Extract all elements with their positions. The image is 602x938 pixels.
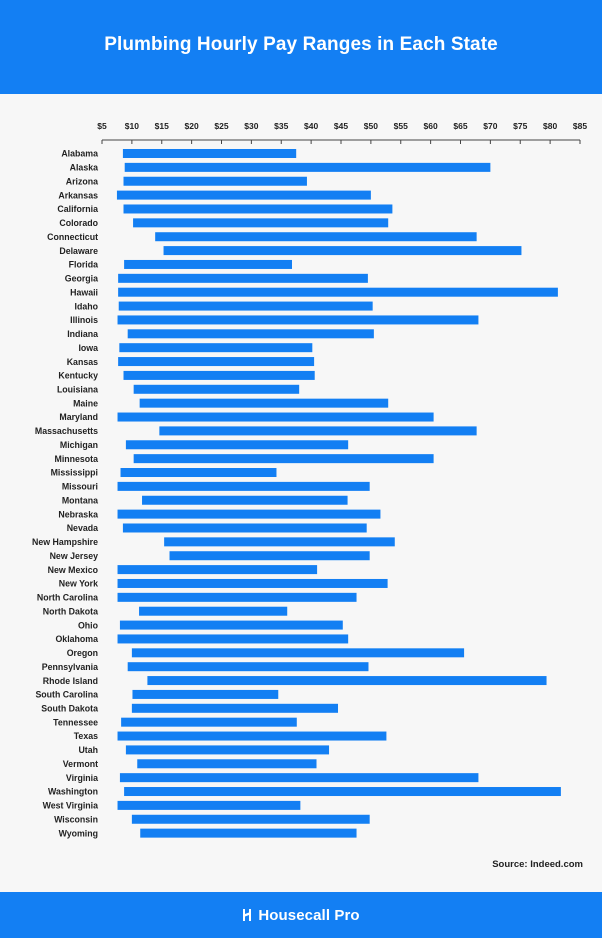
state-label: Wyoming	[58, 828, 98, 839]
pay-range-bar	[118, 579, 388, 588]
state-label: Vermont	[62, 758, 98, 769]
pay-range-bar	[134, 385, 300, 394]
pay-range-bar	[121, 718, 297, 727]
pay-range-bar	[124, 371, 315, 380]
x-tick-label: $80	[543, 121, 558, 131]
source-note: Source: Indeed.com	[492, 859, 583, 870]
pay-range-bar	[117, 191, 371, 200]
state-label: Missouri	[61, 481, 98, 492]
pay-range-bar	[132, 648, 464, 657]
state-label: South Carolina	[35, 689, 98, 700]
pay-range-bar	[125, 163, 491, 172]
state-label: New York	[58, 578, 98, 589]
pay-range-bar	[133, 218, 388, 227]
pay-range-bar	[118, 413, 434, 422]
state-label: Idaho	[74, 301, 98, 312]
x-tick-label: $45	[333, 121, 349, 131]
state-label: Michigan	[59, 439, 98, 450]
pay-range-bar	[124, 260, 292, 269]
pay-range-bar	[164, 537, 395, 546]
pay-range-bar	[118, 510, 381, 519]
state-label: Utah	[78, 745, 98, 756]
x-tick-label: $30	[244, 121, 259, 131]
state-label: Illinois	[70, 315, 98, 326]
pay-range-bar	[118, 315, 479, 324]
pay-range-bar	[118, 593, 357, 602]
pay-range-bar	[118, 732, 387, 741]
x-tick-label: $50	[363, 121, 378, 131]
state-label: Washington	[47, 786, 98, 797]
state-label: Indiana	[67, 329, 98, 340]
state-label: Maine	[73, 398, 98, 409]
x-tick-label: $40	[304, 121, 319, 131]
pay-range-bar	[137, 759, 316, 768]
state-label: Nevada	[66, 523, 98, 534]
pay-range-bar	[123, 149, 296, 158]
pay-range-bar	[118, 274, 368, 283]
pay-range-bar	[120, 773, 479, 782]
pay-range-bar	[118, 634, 349, 643]
state-label: Virginia	[65, 772, 98, 783]
pay-range-bar	[147, 676, 546, 685]
state-label: Rhode Island	[42, 675, 98, 686]
pay-range-bar	[140, 399, 389, 408]
pay-range-bar	[123, 523, 367, 532]
pay-range-bar	[119, 302, 373, 311]
x-tick-label: $10	[124, 121, 139, 131]
pay-range-bar	[126, 745, 329, 754]
pay-range-bar	[124, 204, 393, 213]
state-label: New Jersey	[49, 550, 98, 561]
state-label: Oklahoma	[55, 634, 98, 645]
state-label: Texas	[73, 731, 98, 742]
pay-range-bar	[118, 288, 558, 297]
state-label: Montana	[61, 495, 98, 506]
pay-range-bar	[124, 787, 561, 796]
x-tick-label: $65	[453, 121, 468, 131]
pay-range-bar	[164, 246, 522, 255]
x-tick-label: $5	[97, 121, 107, 131]
pay-range-bar	[118, 801, 301, 810]
pay-range-bar	[119, 343, 312, 352]
state-label: Massachusetts	[34, 426, 98, 437]
state-label: Pennsylvania	[41, 661, 98, 672]
pay-range-bar	[128, 329, 374, 338]
state-label: Nebraska	[58, 509, 98, 520]
footer-banner	[0, 892, 602, 938]
x-tick-label: $15	[154, 121, 169, 131]
state-label: Louisiana	[56, 384, 98, 395]
state-label: Florida	[68, 259, 98, 270]
state-label: Colorado	[59, 218, 98, 229]
state-label: Arizona	[65, 176, 98, 187]
state-label: Tennessee	[53, 717, 98, 728]
brand	[242, 907, 359, 924]
brand-name: Housecall Pro	[258, 906, 360, 924]
x-tick-label: $85	[572, 121, 588, 131]
pay-range-bar	[155, 232, 476, 241]
pay-range-bar	[159, 426, 476, 435]
x-tick-label: $25	[214, 121, 229, 131]
state-label: Iowa	[78, 342, 98, 353]
pay-range-bar	[139, 607, 287, 616]
state-label: New Mexico	[47, 564, 98, 575]
state-label: Maryland	[59, 412, 98, 423]
pay-range-bar	[134, 454, 434, 463]
pay-range-bar	[124, 177, 307, 186]
pay-range-bar	[132, 815, 370, 824]
x-tick-label: $60	[423, 121, 438, 131]
state-label: Hawaii	[70, 287, 98, 298]
state-label: Ohio	[77, 620, 98, 631]
x-tick-label: $75	[513, 121, 528, 131]
state-label: North Dakota	[42, 606, 98, 617]
pay-range-chart	[0, 94, 602, 892]
state-label: Delaware	[59, 245, 98, 256]
pay-range-bar	[170, 551, 370, 560]
state-label: California	[57, 204, 98, 215]
state-label: Arkansas	[58, 190, 98, 201]
state-label: New Hampshire	[32, 537, 98, 548]
state-label: Wisconsin	[54, 814, 98, 825]
pay-range-bar	[118, 357, 314, 366]
state-label: Mississippi	[50, 467, 98, 478]
x-tick-label: $20	[184, 121, 199, 131]
page-title: Plumbing Hourly Pay Ranges in Each State	[104, 34, 498, 55]
pay-range-bar	[142, 496, 348, 505]
pay-range-bar	[132, 704, 338, 713]
pay-range-bar	[126, 440, 348, 449]
x-tick-label: $35	[274, 121, 289, 131]
pay-range-bar	[121, 468, 277, 477]
x-tick-label: $70	[483, 121, 498, 131]
pay-range-bar	[140, 829, 356, 838]
housecall-pro-logo-icon	[242, 908, 252, 922]
pay-range-bar	[118, 565, 318, 574]
state-label: Alabama	[61, 148, 98, 159]
x-tick-label: $55	[393, 121, 408, 131]
pay-range-bar	[118, 482, 370, 491]
state-label: Kansas	[66, 356, 98, 367]
state-label: South Dakota	[41, 703, 98, 714]
state-label: Kentucky	[58, 370, 98, 381]
pay-range-bar	[128, 662, 369, 671]
pay-range-bar	[120, 621, 343, 630]
state-label: Alaska	[69, 162, 98, 173]
state-label: West Virginia	[42, 800, 98, 811]
header-banner	[0, 0, 602, 94]
state-label: Georgia	[64, 273, 98, 284]
pay-range-bar	[132, 690, 278, 699]
chart-area	[0, 94, 602, 892]
state-label: Oregon	[66, 648, 98, 659]
state-label: Minnesota	[54, 453, 98, 464]
state-label: North Carolina	[36, 592, 98, 603]
state-label: Connecticut	[47, 231, 98, 242]
